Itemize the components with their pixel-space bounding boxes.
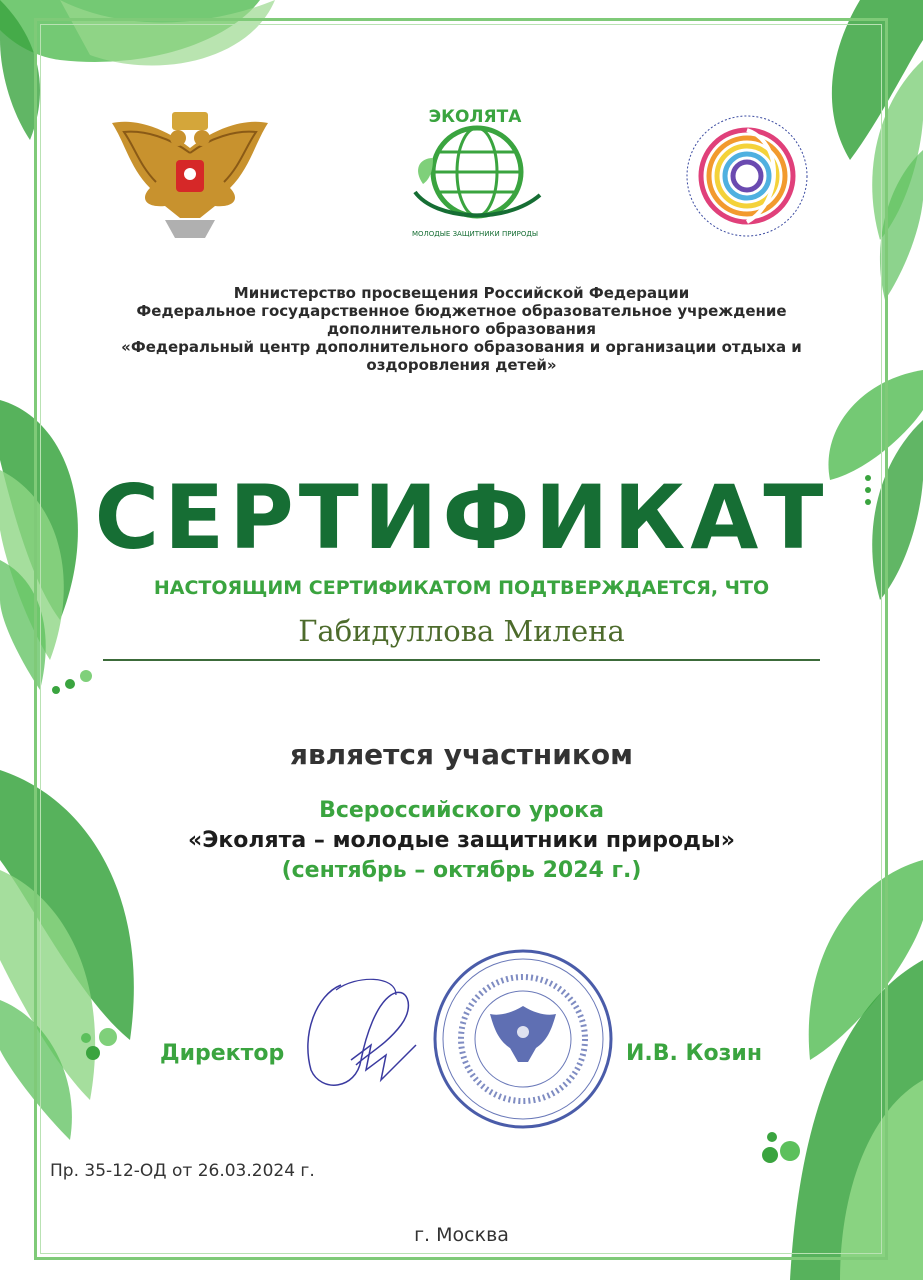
order-reference: Пр. 35-12-ОД от 26.03.2024 г. xyxy=(50,1161,315,1181)
event-title: «Эколята – молодые защитники природы» xyxy=(188,828,735,853)
ecolyata-logo xyxy=(395,100,555,242)
organization-header xyxy=(80,284,843,374)
organization-line: дополнительного образования xyxy=(326,320,597,338)
russian-eagle-emblem-icon xyxy=(110,108,270,243)
organization-line: оздоровления детей» xyxy=(366,356,557,374)
fcdo-spiral-logo-icon xyxy=(683,112,811,240)
director-label: Директор xyxy=(160,1041,285,1066)
certificate-title: СЕРТИФИКАТ xyxy=(94,466,829,569)
svg-text:ЭКОЛЯТА: ЭКОЛЯТА xyxy=(428,107,522,127)
certificate-subtitle: НАСТОЯЩИМ СЕРТИФИКАТОМ ПОДТВЕРЖДАЕТСЯ, ЧТО xyxy=(153,577,770,599)
organization-line: Министерство просвещения Российской Федерации xyxy=(233,284,690,302)
participant-status: является участником xyxy=(289,738,633,771)
event-line: Всероссийского урока xyxy=(319,798,604,823)
event-description xyxy=(0,796,923,886)
official-stamp-icon xyxy=(428,944,618,1134)
recipient-name: Габидуллова Милена xyxy=(298,614,625,648)
name-underline xyxy=(103,659,820,661)
organization-line: «Федеральный центр дополнительного образования и организации отдыха и xyxy=(121,338,802,356)
signature-icon xyxy=(296,975,426,1095)
city-label: г. Москва xyxy=(414,1224,509,1246)
signer-name: И.В. Козин xyxy=(626,1041,763,1066)
event-dates: (сентябрь – октябрь 2024 г.) xyxy=(281,858,642,883)
organization-line: Федеральное государственное бюджетное образовательное учреждение xyxy=(136,302,787,320)
svg-text:МОЛОДЫЕ ЗАЩИТНИКИ ПРИРОДЫ: МОЛОДЫЕ ЗАЩИТНИКИ ПРИРОДЫ xyxy=(411,230,539,238)
